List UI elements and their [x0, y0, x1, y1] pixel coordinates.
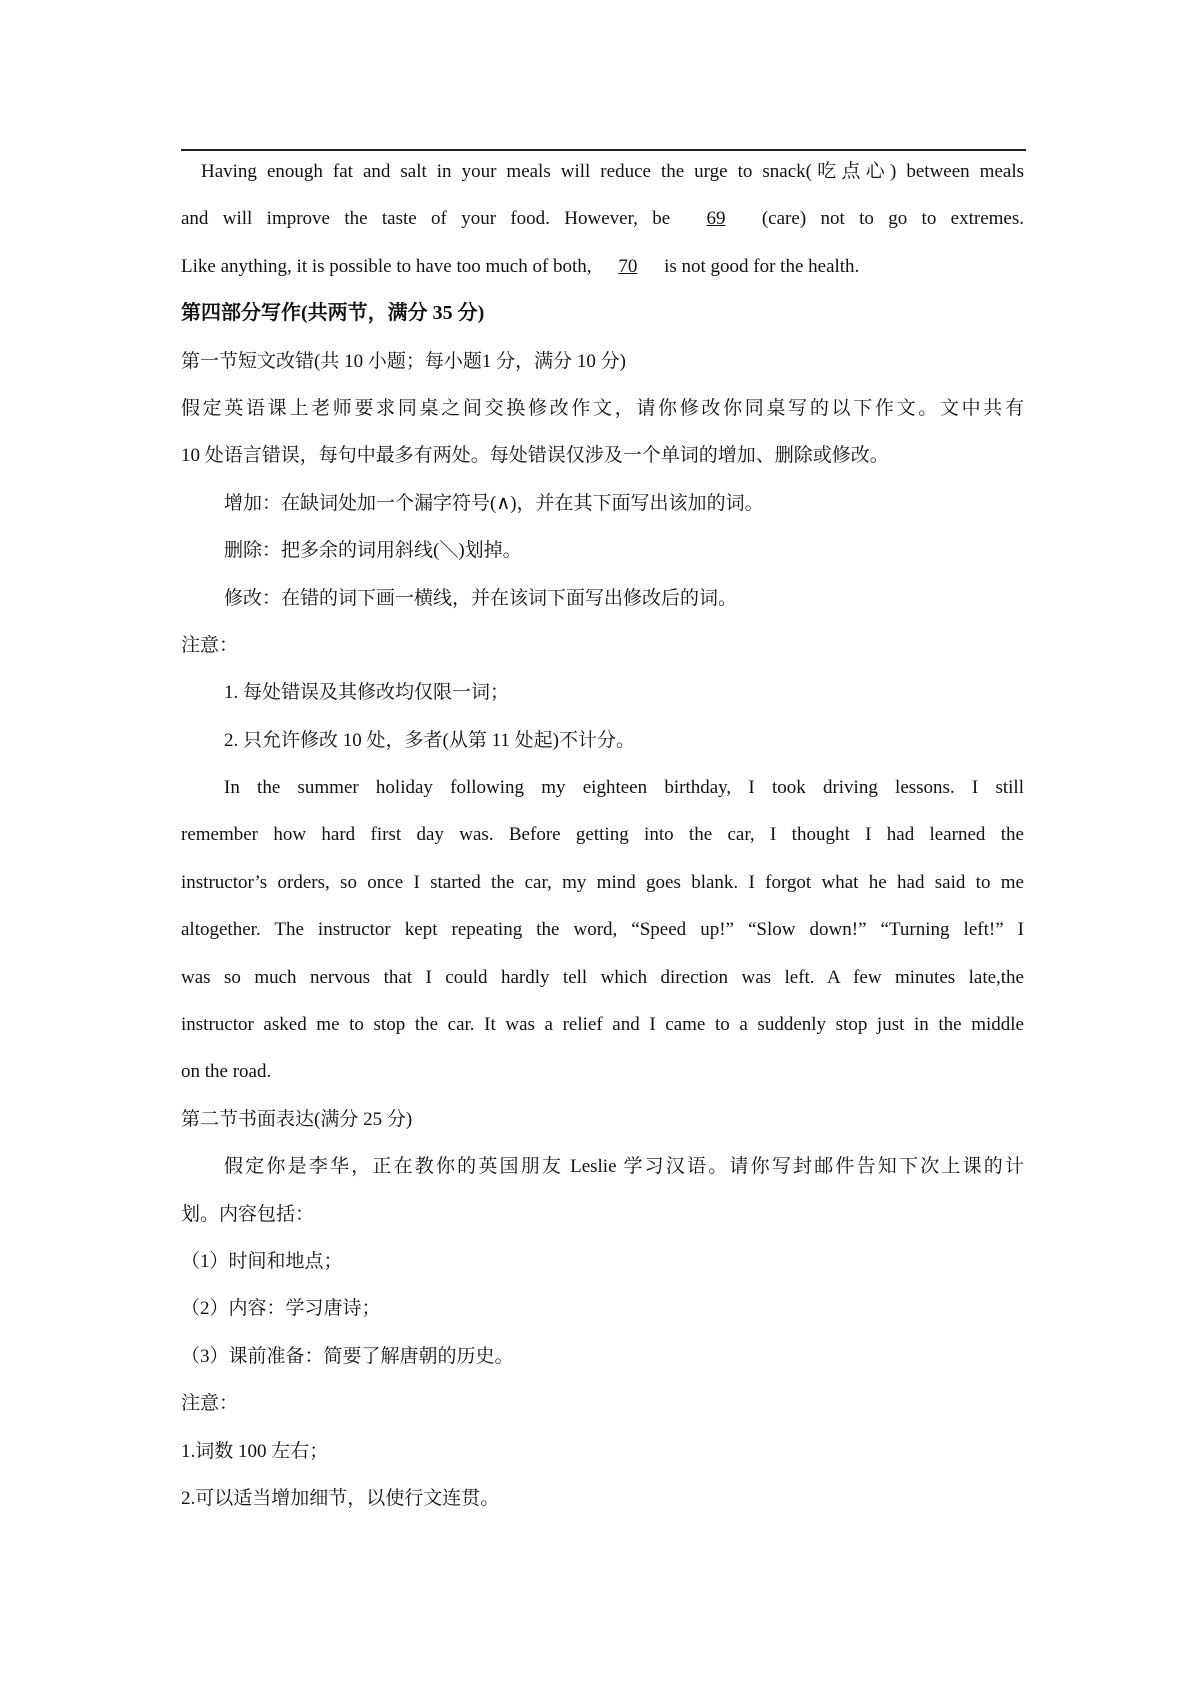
instruction-line: 10 处语言错误，每句中最多有两处。每处错误仅涉及一个单词的增加、删除或修改。: [181, 445, 889, 467]
passage-line: [181, 195, 1024, 242]
blank-70: 70: [618, 255, 638, 277]
section2-title: 第二节书面表达(满分 25 分): [181, 1108, 413, 1130]
text: (care) not to go to extremes.: [761, 208, 1024, 230]
part4-title: 第四部分写作(共两节，满分 35 分): [181, 302, 485, 325]
essay-line: altogether. The instructor kept repeating the word, “Speed up!” “Slow down!” “Turning left!” I: [181, 919, 1024, 941]
text: and will improve the taste of your food. However, be: [181, 208, 671, 230]
note-item: 1. 每处错误及其修改均仅限一词；: [224, 682, 510, 704]
section1-title: 第一节短文改错(共 10 小题；每小题1 分，满分 10 分): [181, 350, 626, 372]
content-item: （2）内容：学习唐诗；: [181, 1298, 381, 1320]
prompt-line: 划。内容包括：: [181, 1203, 315, 1225]
rule-add: 增加：在缺词处加一个漏字符号(∧)，并在其下面写出该加的词。: [224, 492, 764, 514]
text: is not good for the health.: [664, 255, 860, 277]
note-item: 2. 只允许修改 10 处，多者(从第 11 处起)不计分。: [224, 729, 635, 751]
content-item: （3）课前准备：简要了解唐朝的历史。: [181, 1345, 514, 1367]
text: Like anything, it is possible to have too much of both,: [181, 255, 592, 277]
blank-69: 69: [706, 208, 726, 230]
rule-delete: 删除：把多余的词用斜线(＼)划掉。: [224, 540, 522, 562]
essay-line: instructor asked me to stop the car. It was a relief and I came to a suddenly stop just in the middle: [181, 1014, 1024, 1036]
note-label: 注意：: [181, 634, 239, 656]
note-item: 2.可以适当增加细节，以使行文连贯。: [181, 1487, 500, 1509]
essay-line: was so much nervous that I could hardly tell which direction was left. A few minutes late,the: [181, 966, 1024, 988]
passage-line: [181, 243, 1024, 290]
passage-line: Having enough fat and salt in your meals will reduce the urge to snack(吃点心) between meals: [201, 161, 1024, 182]
content-item: （1）时间和地点；: [181, 1250, 343, 1272]
note-label: 注意：: [181, 1393, 239, 1415]
instruction-line: 假定英语课上老师要求同桌之间交换修改作文，请你修改你同桌写的以下作文。文中共有: [181, 397, 1024, 419]
rule-modify: 修改：在错的词下画一横线，并在该词下面写出修改后的词。: [224, 587, 738, 609]
document-page: [181, 148, 1024, 1522]
essay-line: on the road.: [181, 1061, 272, 1083]
essay-line: remember how hard first day was. Before getting into the car, I thought I had learned the: [181, 824, 1024, 846]
essay-line: In the summer holiday following my eighteen birthday, I took driving lessons. I still: [224, 777, 1024, 799]
prompt-line: 假定你是李华，正在教你的英国朋友 Leslie 学习汉语。请你写封邮件告知下次上课的计: [224, 1156, 1024, 1178]
note-item: 1.词数 100 左右；: [181, 1440, 329, 1462]
essay-line: instructor’s orders, so once I started the car, my mind goes blank. I forgot what he had said to me: [181, 871, 1024, 893]
